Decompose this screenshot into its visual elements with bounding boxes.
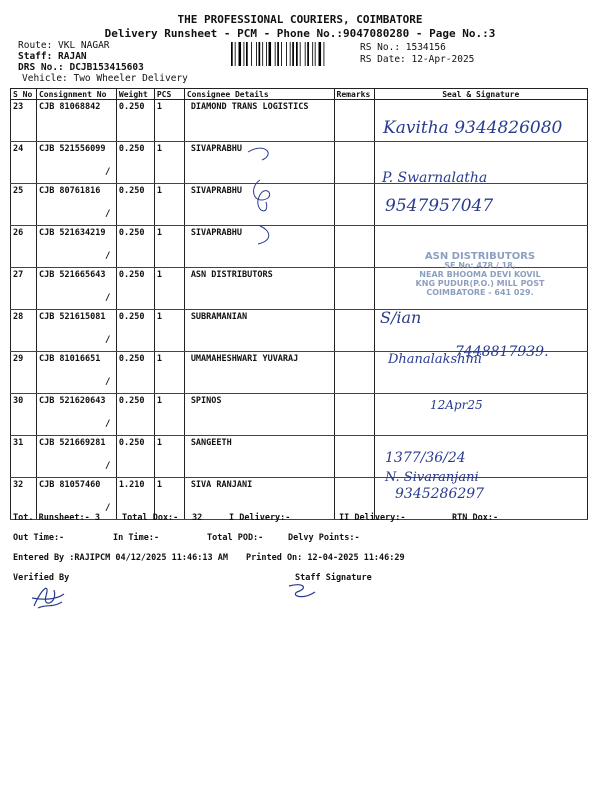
- pen-tick-mark: ∕: [104, 419, 111, 429]
- cell-consignee-text: SUBRAMANIAN: [190, 312, 248, 322]
- signature-row-25-name: P. Swarnalatha: [382, 170, 488, 186]
- cell-pcs: [154, 100, 184, 142]
- barcode-bar: [244, 42, 245, 66]
- printed-on: Printed On: 12-04-2025 11:46:29: [246, 553, 405, 563]
- cell-weight: [116, 184, 154, 226]
- cell-remarks: [334, 268, 374, 310]
- cell-sno-text: 32: [13, 480, 24, 490]
- cell-consignment-no: [36, 310, 116, 352]
- barcode-bar: [286, 42, 287, 66]
- cell-remarks: [334, 226, 374, 268]
- rs-date: RS Date: 12-Apr-2025: [360, 54, 475, 65]
- barcode-bar: [256, 42, 257, 66]
- delvy-points: Delvy Points:-: [288, 533, 360, 543]
- cell-remarks: [334, 310, 374, 352]
- barcode-bar: [305, 42, 306, 66]
- cell-consignee-text: ASN DISTRIBUTORS: [190, 270, 273, 280]
- barcode-bar: [259, 42, 261, 66]
- stamp-line-2: SF No: 478 / 18,: [444, 261, 516, 270]
- barcode-bar: [300, 42, 301, 66]
- barcode-bar: [315, 42, 316, 66]
- rtn-dox: RTN Dox:-: [452, 513, 499, 523]
- cell-pcs-text: 1: [156, 102, 162, 112]
- cell-consignee-text: SIVA RANJANI: [190, 480, 253, 490]
- cell-consignment-no-text: CJB 521556099: [38, 144, 106, 154]
- barcode-bar: [239, 42, 242, 66]
- signature-row-28: S/ian: [380, 308, 422, 327]
- stamp-line-5: COIMBATORE - 641 029.: [426, 288, 534, 297]
- vehicle-label: Vehicle: Two Wheeler Delivery: [22, 73, 188, 84]
- cell-consignment-no-text: CJB 521620643: [38, 396, 106, 406]
- barcode-bar: [290, 42, 291, 66]
- cell-remarks: [334, 100, 374, 142]
- col-weight: Weight: [116, 89, 154, 100]
- cell-weight-text: 0.250: [118, 312, 145, 322]
- signature-row-31: 1377/36/24: [385, 450, 466, 466]
- cell-weight-text: 0.250: [118, 102, 145, 112]
- cell-sno: [11, 268, 37, 310]
- cell-pcs: [154, 436, 184, 478]
- cell-weight: [116, 310, 154, 352]
- cell-sno: [11, 394, 37, 436]
- cell-consignee-text: SIVAPRABHU: [190, 186, 242, 196]
- cell-consignment-no: [36, 142, 116, 184]
- runsheet-subtitle: Delivery Runsheet - PCM - Phone No.:9047080280 - Page No.:3: [104, 27, 496, 40]
- barcode-bar: [307, 42, 309, 66]
- cell-remarks: [334, 394, 374, 436]
- barcode-bar: [262, 42, 263, 66]
- staff-label: Staff: RAJAN: [18, 51, 87, 62]
- barcode-bar: [235, 42, 236, 66]
- cell-consignment-no-text: CJB 521615081: [38, 312, 106, 322]
- cell-pcs-text: 1: [156, 480, 162, 490]
- cell-weight-text: 0.250: [118, 228, 145, 238]
- cell-pcs-text: 1: [156, 312, 162, 322]
- cell-consignee-text: DIAMOND TRANS LOGISTICS: [190, 102, 309, 112]
- signature-row-32-name: N. Sivaranjani: [385, 470, 479, 485]
- cell-weight: [116, 226, 154, 268]
- col-consignee: Consignee Details: [184, 89, 334, 100]
- col-consignment: Consignment No: [36, 89, 116, 100]
- signature-row-32-phone: 9345286297: [395, 486, 485, 502]
- staff-signature-mark: [283, 580, 323, 602]
- cell-pcs-text: 1: [156, 354, 162, 364]
- cell-sno: [11, 226, 37, 268]
- cell-weight-text: 0.250: [118, 186, 145, 196]
- cell-consignee: [184, 100, 334, 142]
- cell-weight: [116, 142, 154, 184]
- barcode-bar: [292, 42, 294, 66]
- table-row: [11, 142, 588, 184]
- barcode-bar: [296, 42, 298, 66]
- cell-remarks: [334, 352, 374, 394]
- cell-consignment-no-text: CJB 80761816: [38, 186, 101, 196]
- cell-pcs: [154, 394, 184, 436]
- in-time: In Time:-: [113, 533, 160, 543]
- cell-weight-text: 0.250: [118, 396, 145, 406]
- cell-weight: [116, 100, 154, 142]
- cell-remarks: [334, 436, 374, 478]
- barcode-image: [230, 42, 355, 66]
- cell-consignment-no: [36, 184, 116, 226]
- signature-scribble-sivaprabhu: [240, 140, 280, 250]
- barcode-bar: [251, 42, 252, 66]
- cell-sno: [11, 100, 37, 142]
- verified-by: Verified By: [13, 573, 70, 583]
- staff-signature-label: Staff Signature: [295, 573, 372, 583]
- cell-weight: [116, 436, 154, 478]
- cell-consignee-text: UMAMAHESHWARI YUVARAJ: [190, 354, 299, 364]
- cell-consignment-no: [36, 436, 116, 478]
- col-signature: Seal & Signature: [374, 89, 587, 100]
- barcode-bar: [281, 42, 282, 66]
- cell-pcs: [154, 310, 184, 352]
- cell-pcs-text: 1: [156, 186, 162, 196]
- cell-pcs-text: 1: [156, 270, 162, 280]
- pen-tick-mark: ∕: [104, 209, 111, 219]
- cell-consignment-no-text: CJB 81016651: [38, 354, 101, 364]
- signature-row-29-phone: 7448817939.: [455, 344, 549, 360]
- table-row: [11, 184, 588, 226]
- i-delivery: I Delivery:-: [229, 513, 291, 523]
- cell-sno-text: 26: [13, 228, 24, 238]
- cell-weight-text: 0.250: [118, 354, 145, 364]
- cell-consignment-no: [36, 226, 116, 268]
- barcode-bar: [277, 42, 279, 66]
- cell-pcs-text: 1: [156, 144, 162, 154]
- signature-row-23: Kavitha 9344826080: [383, 118, 563, 138]
- stamp-line-3: NEAR BHOOMA DEVI KOVIL: [419, 270, 541, 279]
- cell-sno-text: 30: [13, 396, 24, 406]
- cell-consignee: [184, 268, 334, 310]
- cell-consignee: [184, 310, 334, 352]
- asn-stamp: [380, 252, 580, 297]
- cell-pcs: [154, 142, 184, 184]
- stamp-line-1: ASN DISTRIBUTORS: [424, 251, 536, 262]
- cell-consignment-no-text: CJB 521665643: [38, 270, 106, 280]
- table-row: [11, 436, 588, 478]
- barcode-bar: [275, 42, 276, 66]
- cell-sno: [11, 310, 37, 352]
- cell-consignee-text: SPINOS: [190, 396, 222, 406]
- cell-sno: [11, 436, 37, 478]
- total-dox-value: 32: [192, 513, 203, 523]
- barcode-bar: [266, 42, 267, 66]
- pen-tick-mark: ∕: [104, 293, 111, 303]
- table-row: [11, 394, 588, 436]
- signature-row-29-name: Dhanalakshmi: [388, 352, 482, 367]
- cell-consignee-text: SANGEETH: [190, 438, 232, 448]
- cell-pcs-text: 1: [156, 396, 162, 406]
- cell-consignment-no: [36, 352, 116, 394]
- pen-tick-mark: ∕: [104, 461, 111, 471]
- entered-by: Entered By :RAJIPCM 04/12/2025 11:46:13 AM: [13, 553, 228, 563]
- barcode-bar: [319, 42, 322, 66]
- cell-consignment-no-text: CJB 81057460: [38, 480, 101, 490]
- signature-row-30: 12Apr25: [430, 398, 483, 412]
- pen-tick-mark: ∕: [104, 503, 111, 513]
- company-title: THE PROFESSIONAL COURIERS, COIMBATORE: [177, 13, 423, 26]
- ii-delivery: II Delivery:-: [339, 513, 406, 523]
- drs-number: DRS No.: DCJB153415603: [18, 62, 144, 73]
- col-pcs: PCS: [154, 89, 184, 100]
- cell-sno: [11, 184, 37, 226]
- barcode-bar: [269, 42, 272, 66]
- verified-signature-mark: [28, 578, 68, 613]
- cell-sno-text: 29: [13, 354, 24, 364]
- cell-consignment-no-text: CJB 521634219: [38, 228, 106, 238]
- cell-consignee-text: SIVAPRABHU: [190, 228, 242, 238]
- cell-sno-text: 25: [13, 186, 24, 196]
- cell-weight: [116, 352, 154, 394]
- cell-pcs-text: 1: [156, 228, 162, 238]
- barcode-bar: [312, 42, 313, 66]
- cell-weight-text: 0.250: [118, 270, 145, 280]
- cell-sno: [11, 352, 37, 394]
- cell-consignment-no-text: CJB 81068842: [38, 102, 101, 112]
- cell-weight-text: 1.210: [118, 480, 145, 490]
- cell-sno-text: 31: [13, 438, 24, 448]
- rs-number: RS No.: 1534156: [360, 42, 446, 53]
- cell-pcs: [154, 184, 184, 226]
- cell-pcs-text: 1: [156, 438, 162, 448]
- cell-consignment-no-text: CJB 521669281: [38, 438, 106, 448]
- cell-consignment-no: [36, 268, 116, 310]
- stamp-line-4: KNG PUDUR(P.O.) MILL POST: [415, 279, 545, 288]
- cell-pcs: [154, 268, 184, 310]
- total-pod: Total POD:-: [207, 533, 264, 543]
- pen-tick-mark: ∕: [104, 377, 111, 387]
- cell-sno-text: 28: [13, 312, 24, 322]
- barcode-bar: [231, 42, 233, 66]
- cell-sno-text: 23: [13, 102, 24, 112]
- cell-sno-text: 24: [13, 144, 24, 154]
- cell-consignee: [184, 352, 334, 394]
- cell-remarks: [334, 184, 374, 226]
- cell-sno-text: 27: [13, 270, 24, 280]
- col-sno: S No: [11, 89, 37, 100]
- cell-remarks: [334, 142, 374, 184]
- runsheet-table: [10, 88, 588, 520]
- cell-weight-text: 0.250: [118, 438, 145, 448]
- cell-consignee-text: SIVAPRABHU: [190, 144, 242, 154]
- cell-pcs: [154, 352, 184, 394]
- pen-tick-mark: ∕: [104, 251, 111, 261]
- cell-consignment-no: [36, 100, 116, 142]
- col-remarks: Remarks: [334, 89, 374, 100]
- cell-sno: [11, 142, 37, 184]
- cell-consignee: [184, 394, 334, 436]
- pen-tick-mark: ∕: [104, 167, 111, 177]
- barcode-bar: [246, 42, 248, 66]
- tot-runsheet: Tot. Runsheet:- 3: [13, 513, 100, 523]
- cell-weight-text: 0.250: [118, 144, 145, 154]
- route-label: Route: VKL NAGAR: [18, 40, 110, 51]
- cell-consignee: [184, 436, 334, 478]
- cell-weight: [116, 268, 154, 310]
- total-dox-label: Total Dox:-: [122, 513, 179, 523]
- cell-consignment-no: [36, 394, 116, 436]
- signature-row-25-phone: 9547957047: [385, 196, 494, 216]
- out-time: Out Time:-: [13, 533, 65, 543]
- barcode-bar: [324, 42, 325, 66]
- cell-weight: [116, 394, 154, 436]
- table-header-row: [11, 89, 588, 100]
- pen-tick-mark: ∕: [104, 335, 111, 345]
- cell-pcs: [154, 226, 184, 268]
